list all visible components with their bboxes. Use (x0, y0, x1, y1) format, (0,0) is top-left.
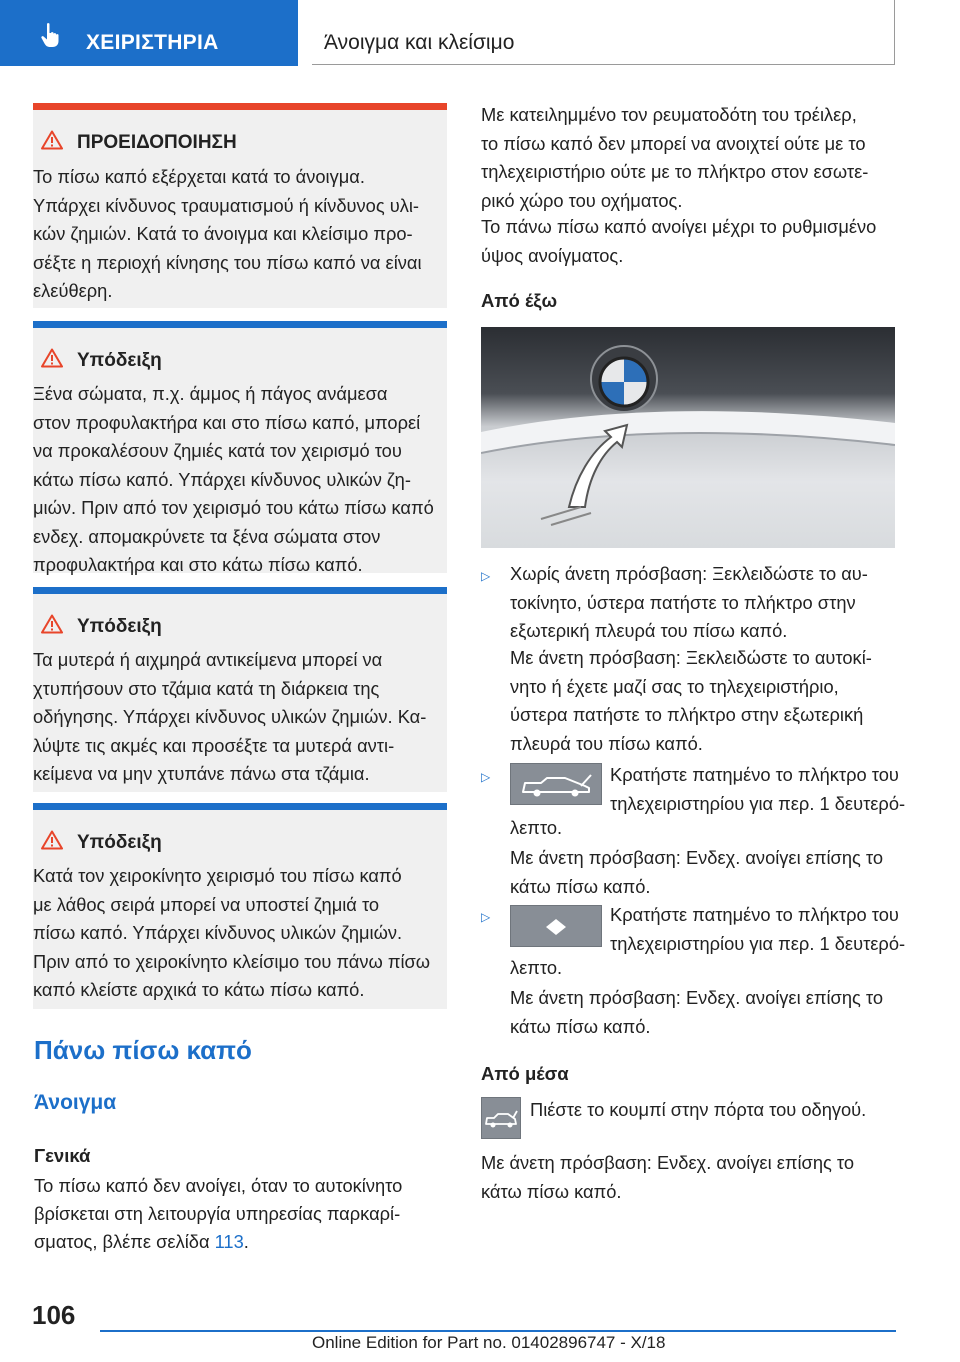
footer-rule (100, 1330, 896, 1332)
text-line: Πιέστε το κουμπί στην πόρτα του οδηγού. (530, 1099, 867, 1120)
text-line: Κρατήστε πατημένο το πλήκτρο του (610, 904, 899, 925)
text-line: κάτω πίσω καπό. (510, 875, 651, 897)
text-line: ύψος ανοίγματος. (481, 244, 624, 266)
text-line: να προκαλέσουν ζημιές κατά τον χειρισμό του (33, 440, 402, 461)
text-line: ενδεχ. απομακρύνετε τα ξένα σώματα στον (33, 525, 381, 547)
text-line: μιών. Πριν από τον χειρισμό του κάτω πίσω καπό (33, 497, 434, 518)
triangle-right-icon: ▷ (481, 910, 491, 924)
text-line: Πριν από το χειροκίνητο κλείσιμο του πάνω πίσω (33, 950, 431, 972)
text-line (34, 1231, 249, 1253)
header-topic-label: Άνοιγμα και κλείσιμο (324, 31, 515, 54)
text-line: κείμενα να μην χτυπάνε πάνω στα τζάμια. (33, 763, 370, 784)
footer-edition: Online Edition for Part no. 01402896747 - X/18 (312, 1333, 666, 1352)
text-line: καπό κλείστε αρχικά το κάτω πίσω καπό. (33, 979, 365, 1000)
page-number: 106 (32, 1300, 76, 1330)
paragraph-heading: Από μέσα (481, 1063, 569, 1084)
text-line: Τα μυτερά ή αιχμηρά αντικείμενα μπορεί να (33, 649, 383, 670)
car-trunk-open-icon (510, 763, 602, 805)
subsection-heading: Άνοιγμα (34, 1091, 117, 1114)
text-line: Κρατήστε πατημένο το πλήκτρο του (610, 764, 899, 785)
text-line: ύστερα πατήστε το πλήκτρο στην εξωτερική (510, 704, 864, 725)
text-line: βρίσκεται στη λειτουργία υπηρεσίας παρκαρί- (34, 1203, 401, 1224)
text-line: οδήγησης. Υπάρχει κίνδυνος υλικών ζημιών. Κα- (33, 706, 427, 727)
text-line: Με άνετη πρόσβαση: Ενδεχ. ανοίγει επίσης το (510, 847, 884, 868)
note-title: Υπόδειξη (77, 350, 162, 371)
text-line: πλευρά του πίσω καπό. (510, 732, 703, 754)
note-title: Υπόδειξη (77, 616, 162, 637)
text-line: Υπάρχει κίνδυνος τραυματισμού ή κίνδυνος υλι- (33, 194, 419, 216)
text-line: το πίσω καπό δεν μπορεί να ανοιχτεί ούτε με το (481, 132, 866, 154)
text-line: Το πάνω πίσω καπό ανοίγει μέχρι το ρυθμισμένο (481, 216, 877, 237)
paragraph-heading: Από έξω (481, 290, 558, 311)
page-link[interactable]: 113 (214, 1231, 244, 1252)
hand-pointer-icon (40, 22, 64, 48)
text-line: τηλεχειριστηρίου για περ. 1 δευτερό- (610, 792, 906, 814)
note-title: Υπόδειξη (77, 832, 162, 853)
text-line: κάτω πίσω καπό. (481, 1180, 622, 1202)
header-section-tab[interactable] (0, 0, 298, 66)
text-line: εξωτερική πλευρά του πίσω καπό. (510, 620, 788, 641)
text-line: Με άνετη πρόσβαση: Ενδεχ. ανοίγει επίσης το (510, 987, 884, 1008)
text-line: λεπτο. (510, 957, 563, 978)
text-line: πίσω καπό. Υπάρχει κίνδυνος υλικών ζημιών. (33, 922, 403, 943)
warning-triangle-icon (41, 130, 63, 150)
warning-triangle-icon (41, 614, 63, 634)
car-trunk-button-icon (481, 1097, 521, 1139)
text-line: Με άνετη πρόσβαση: Ενδεχ. ανοίγει επίσης το (481, 1152, 855, 1173)
text-line: κάτω πίσω καπό. Υπάρχει κίνδυνος υλικών ζη- (33, 468, 411, 490)
warning-triangle-icon (41, 830, 63, 850)
note-bar (33, 321, 447, 328)
warning-triangle-icon (41, 348, 63, 368)
text-span: σματος, βλέπε σελίδα (34, 1231, 215, 1252)
text-line: Ξένα σώματα, π.χ. άμμος ή πάγος ανάμεσα (33, 383, 388, 404)
note-box (33, 587, 447, 792)
text-line: χτυπήσουν στο τζάμια κατά τη διάρκεια της (33, 677, 380, 699)
text-line: Με άνετη πρόσβαση: Ξεκλειδώστε το αυτοκί- (510, 647, 872, 668)
text-line: τηλεχειριστήριο ούτε με το πλήκτρο στον εσωτε- (481, 161, 869, 182)
paragraph-heading: Γενικά (34, 1145, 91, 1166)
section-heading: Πάνω πίσω καπό (34, 1035, 252, 1065)
text-line: με λάθος σειρά μπορεί να υποστεί ζημιά το (33, 893, 380, 915)
text-line: τοκίνητο, ύστερα πατήστε το πλήκτρο στην (510, 591, 856, 613)
warning-box (33, 103, 447, 308)
text-line: σέξτε η περιοχή κίνησης του πίσω καπό να είναι (33, 251, 422, 273)
note-bar (33, 587, 447, 594)
warning-bar (33, 103, 447, 110)
text-line: ελεύθερη. (33, 280, 113, 301)
note-bar (33, 803, 447, 810)
note-box (33, 803, 447, 1009)
text-line: λεπτο. (510, 817, 563, 838)
text-line: τηλεχειριστηρίου για περ. 1 δευτερό- (610, 932, 906, 954)
text-line: ρικό χώρο του οχήματος. (481, 189, 683, 211)
text-line: λύψτε τις ακμές και προσέξτε τα μυτερά αντι- (33, 734, 395, 756)
text-line: Χωρίς άνετη πρόσβαση: Ξεκλειδώστε το αυ- (510, 563, 868, 584)
header-section-label: ΧΕΙΡΙΣΤΗΡΙΑ (86, 31, 219, 54)
triangle-right-icon: ▷ (481, 770, 491, 784)
warning-title: ΠΡΟΕΙΔΟΠΟΙΗΣΗ (77, 132, 237, 153)
text-line: Το πίσω καπό εξέρχεται κατά το άνοιγμα. (33, 166, 365, 187)
text-line: Κατά τον χειροκίνητο χειρισμό του πίσω καπό (33, 865, 402, 886)
trunk-button-photo (481, 327, 895, 548)
text-line: Με κατειλημμένο τον ρευματοδότη του τρέιλερ, (481, 104, 857, 125)
triangle-right-icon: ▷ (481, 569, 491, 583)
text-span: . (243, 1231, 249, 1252)
text-line: στον προφυλακτήρα και στο πίσω καπό, μπορεί (33, 411, 421, 433)
text-line: Το πίσω καπό δεν ανοίγει, όταν το αυτοκίνητο (34, 1175, 403, 1196)
text-line: κάτω πίσω καπό. (510, 1015, 651, 1037)
text-line: κών ζημιών. Κατά το άνοιγμα και κλείσιμο προ- (33, 223, 413, 244)
note-box (33, 321, 447, 573)
diamond-chevron-icon (510, 905, 602, 947)
text-line: νητο ή έχετε μαζί σας το τηλεχειριστήριο, (510, 675, 839, 697)
text-line: προφυλακτήρα και στο κάτω πίσω καπό. (33, 554, 363, 575)
header-topic-box (312, 0, 895, 65)
